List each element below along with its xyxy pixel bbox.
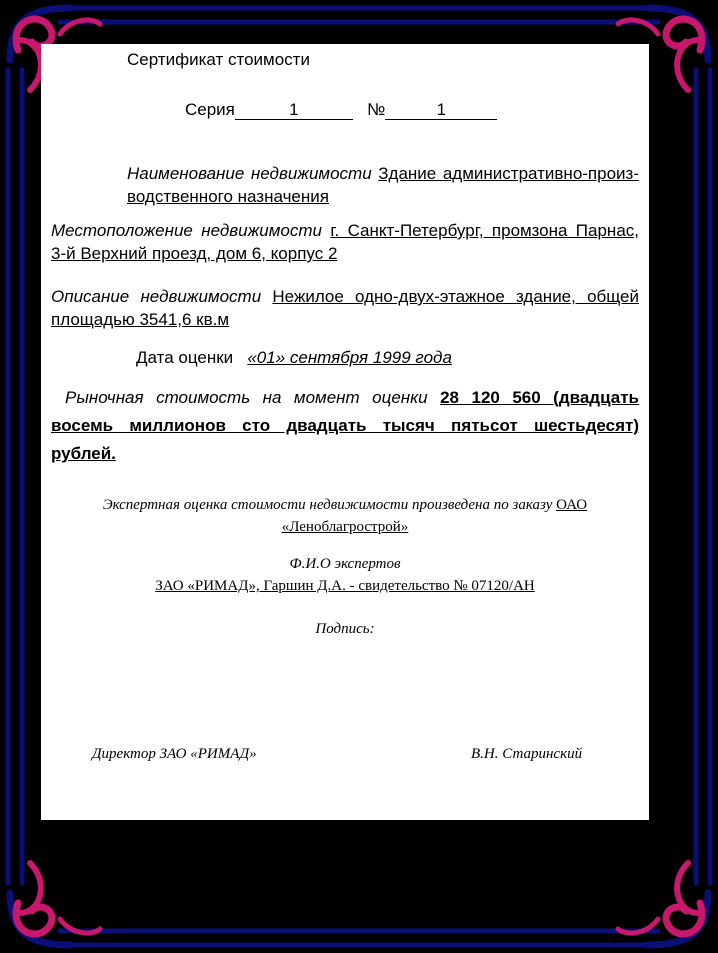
market-value-value: 28 120 560 (двадцать восемь миллионов сто двадцать тысяч пятьсот шестьдесят) рублей. [51,388,639,463]
series-value: 1 [235,101,353,120]
market-value-label: Рыночная стоимость на момент оценки [65,388,428,407]
valuation-date-label: Дата оценки [136,348,234,367]
market-value-field [51,384,639,468]
certificate-sheet [41,44,649,820]
location-label: Местоположение недвижимости [51,221,322,240]
description-field [51,285,639,331]
customer-text: Экспертная оценка стоимости недвижимости произведена по заказу [102,497,553,513]
property-name-label: Наименование недвижимости [127,164,372,183]
number-value: 1 [385,101,497,120]
number-label: № [367,100,386,119]
location-field [51,219,639,265]
property-name-field [127,162,639,208]
description-label: Описание недвижимости [51,287,262,306]
signature-label: Подпись: [315,621,375,637]
certificate-title: Сертификат стоимости [127,50,310,69]
valuation-date-value: «01» сентября 1999 года [247,348,452,367]
experts-block [41,578,649,595]
customer-block [41,494,649,538]
valuation-date-line [136,348,452,368]
description-value: Нежилое одно-двух-этажное здание, общей площадью 3541,6 кв.м [51,287,640,329]
location-value: г. Санкт-Петербург, промзона Парнас, 3-й Верхний проезд, дом 6, корпус 2 [51,221,639,263]
customer-name: ОАО «Леноблагрострой» [281,497,588,535]
series-label: Серия [185,100,235,119]
experts-label: Ф.И.О экспертов [289,556,401,572]
series-number-line [185,100,497,120]
director-name: В.Н. Старинский [471,746,583,762]
director-label: Директор ЗАО «РИМАД» [92,746,257,762]
property-name-value: Здание административно-произ-водственного назначения [127,164,639,206]
experts-value: ЗАО «РИМАД», Гаршин Д.А. - свидетельство № 07120/АН [155,578,535,594]
